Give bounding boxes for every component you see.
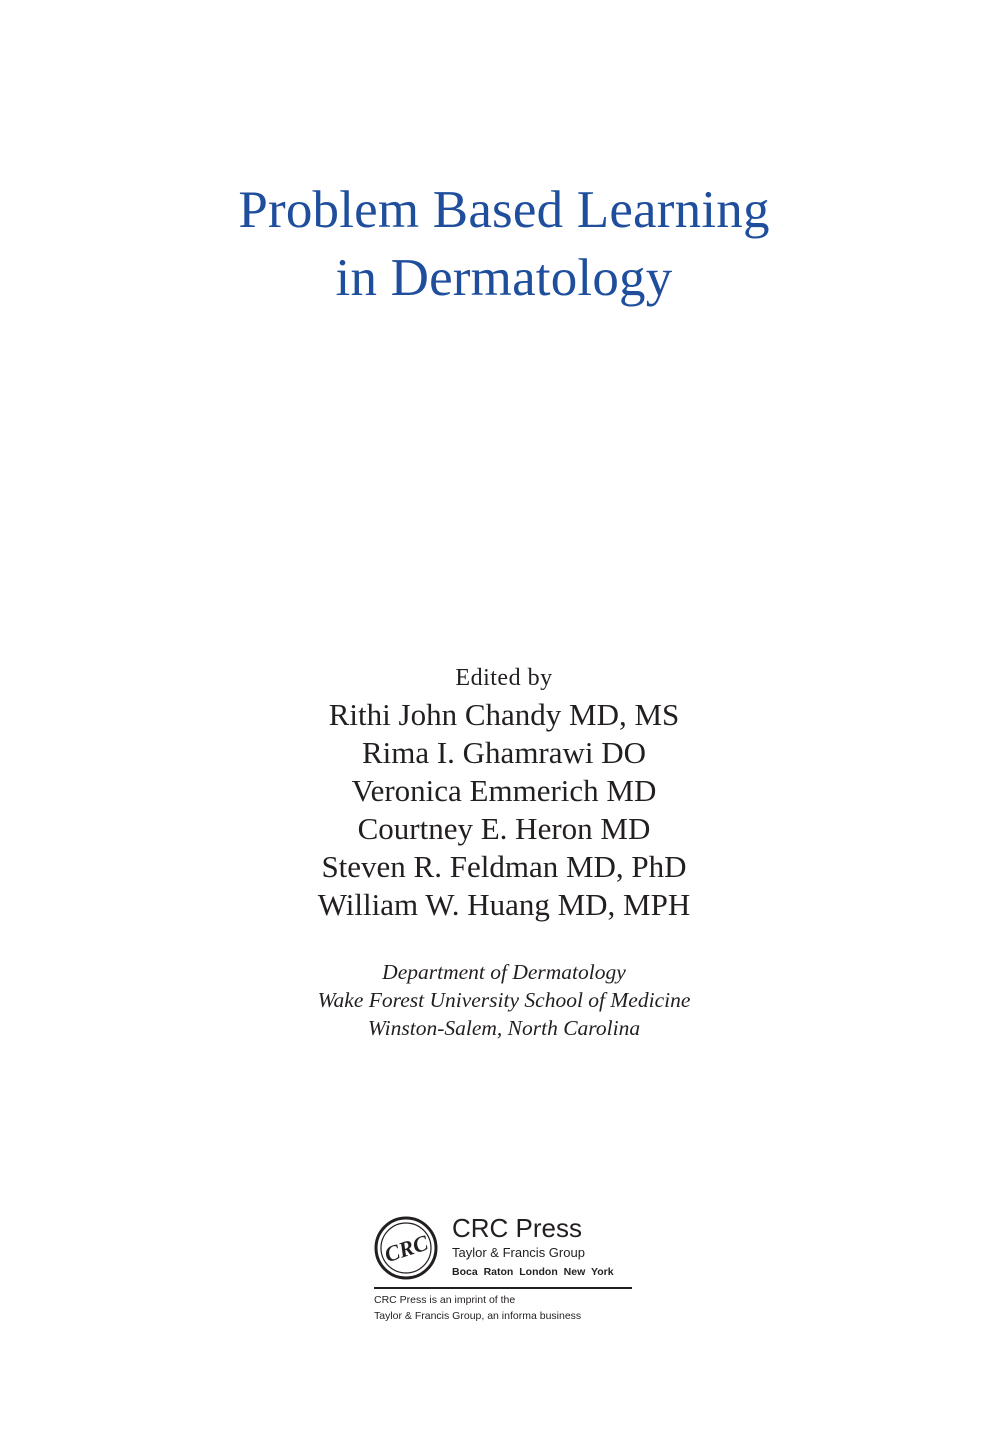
- publisher-logo: [372, 1212, 634, 1332]
- book-title: [0, 176, 1008, 312]
- affiliation-department: Department of Dermatology: [382, 960, 626, 984]
- publisher-cities: Boca Raton London New York: [452, 1266, 614, 1278]
- affiliation-institution: Wake Forest University School of Medicine: [317, 988, 691, 1012]
- editor-name: Rithi John Chandy MD, MS: [328, 697, 680, 732]
- title-line-1: Problem Based Learning: [238, 181, 770, 239]
- editor-name: William W. Huang MD, MPH: [317, 887, 691, 922]
- editors-section: [0, 660, 1008, 924]
- publisher-name: CRC Press: [452, 1213, 583, 1243]
- editor-name: Rima I. Ghamrawi DO: [361, 735, 647, 770]
- edited-by-label: Edited by: [455, 665, 553, 691]
- imprint-line-1: CRC Press is an imprint of the: [374, 1294, 516, 1306]
- editor-name: Courtney E. Heron MD: [357, 811, 651, 846]
- imprint-line-2: Taylor & Francis Group, an informa business: [374, 1310, 582, 1322]
- publisher-divider: [374, 1287, 632, 1289]
- affiliation-section: [0, 958, 1008, 1042]
- editor-name: Steven R. Feldman MD, PhD: [321, 849, 687, 884]
- svg-text:CRC: CRC: [381, 1229, 431, 1268]
- crc-seal-icon: [374, 1216, 438, 1280]
- affiliation-location: Winston-Salem, North Carolina: [367, 1016, 641, 1040]
- title-line-2: in Dermatology: [335, 249, 673, 307]
- publisher-group: Taylor & Francis Group: [452, 1245, 585, 1260]
- publisher-imprint: [374, 1292, 581, 1324]
- editor-name: Veronica Emmerich MD: [351, 773, 657, 808]
